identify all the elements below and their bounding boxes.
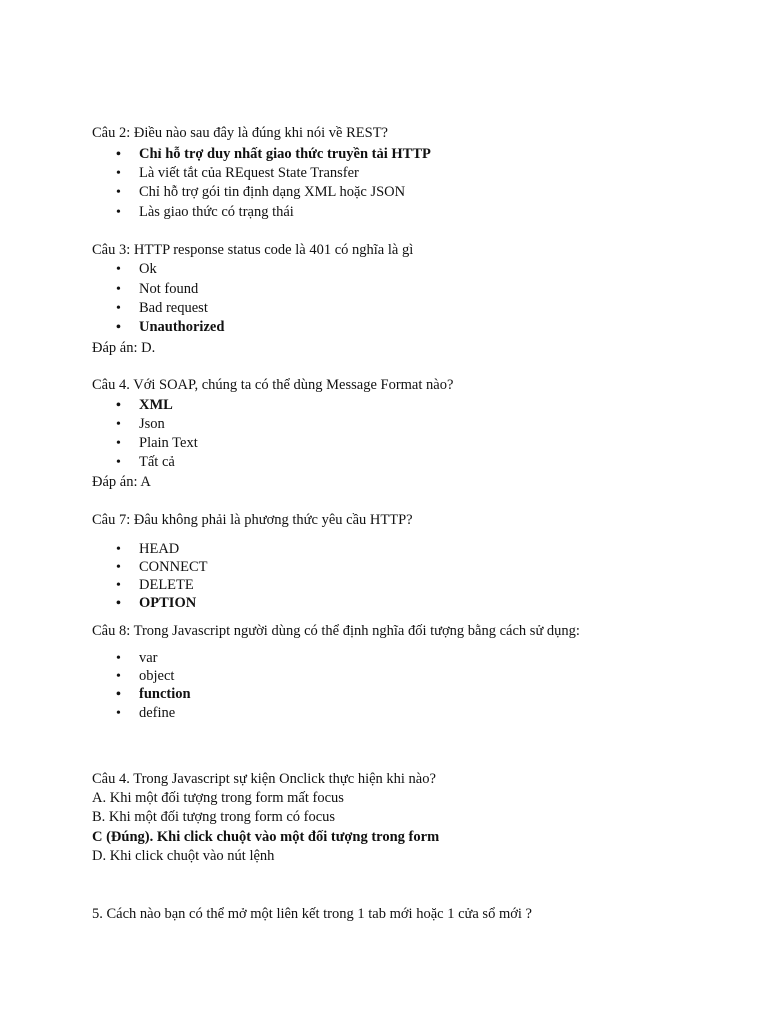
bullet-icon: • xyxy=(116,455,121,470)
question-7-option-1 xyxy=(116,540,179,559)
question-8-option-2 xyxy=(116,667,174,686)
bullet-icon: • xyxy=(116,417,121,432)
bullet-icon: • xyxy=(116,687,121,702)
question-2-option-1 xyxy=(116,145,431,164)
question-7-option-2 xyxy=(116,558,207,577)
bullet-icon: • xyxy=(116,320,121,335)
option-text: define xyxy=(139,705,176,721)
question-4-soap-option-2 xyxy=(116,415,165,434)
question-4-soap-option-4 xyxy=(116,453,175,472)
question-3-answer: Đáp án: D. xyxy=(92,340,156,356)
option-text: OPTION xyxy=(139,595,197,611)
bullet-icon: • xyxy=(116,262,121,277)
option-text: Plain Text xyxy=(139,435,198,451)
question-4-onclick-option-b: B. Khi một đối tượng trong form có focus xyxy=(92,809,336,825)
option-text: Not found xyxy=(139,281,199,297)
option-text: var xyxy=(139,650,158,666)
option-text: HEAD xyxy=(139,541,180,557)
option-text: Ok xyxy=(139,261,157,277)
question-4-onclick: Câu 4. Trong Javascript sự kiện Onclick thực hiện khi nào? xyxy=(92,771,436,787)
bullet-icon: • xyxy=(116,436,121,451)
question-3-option-1 xyxy=(116,260,157,279)
option-text: Json xyxy=(139,416,165,432)
question-8-option-4 xyxy=(116,704,175,723)
option-text: CONNECT xyxy=(139,559,208,575)
question-8: Câu 8: Trong Javascript người dùng có thể định nghĩa đối tượng bằng cách sử dụng: xyxy=(92,623,580,639)
question-7-option-4 xyxy=(116,594,196,613)
question-4-soap-option-1 xyxy=(116,396,173,415)
bullet-icon: • xyxy=(116,669,121,684)
bullet-icon: • xyxy=(116,651,121,666)
question-4-onclick-option-a: A. Khi một đối tượng trong form mất focus xyxy=(92,790,344,806)
option-text: function xyxy=(139,686,191,702)
option-text: Là viết tắt của REquest State Transfer xyxy=(139,165,359,181)
bullet-icon: • xyxy=(116,560,121,575)
option-text: Tất cả xyxy=(139,454,175,470)
question-3-option-2 xyxy=(116,280,198,299)
question-3: Câu 3: HTTP response status code là 401 có nghĩa là gì xyxy=(92,242,414,258)
question-8-option-3 xyxy=(116,685,191,704)
question-4-soap-answer: Đáp án: A xyxy=(92,474,151,490)
bullet-icon: • xyxy=(116,596,121,611)
option-text: DELETE xyxy=(139,577,194,593)
question-4-onclick-option-c: C (Đúng). Khi click chuột vào một đối tượng trong form xyxy=(92,829,440,845)
option-text: object xyxy=(139,668,175,684)
question-4-soap: Câu 4. Với SOAP, chúng ta có thể dùng Message Format nào? xyxy=(92,377,454,393)
option-text: XML xyxy=(139,397,173,413)
bullet-icon: • xyxy=(116,147,121,162)
question-7: Câu 7: Đâu không phải là phương thức yêu cầu HTTP? xyxy=(92,512,413,528)
bullet-icon: • xyxy=(116,205,121,220)
question-2-option-3 xyxy=(116,183,405,202)
question-2: Câu 2: Điều nào sau đây là đúng khi nói về REST? xyxy=(92,125,388,141)
bullet-icon: • xyxy=(116,578,121,593)
question-2-option-4 xyxy=(116,203,294,222)
question-8-option-1 xyxy=(116,649,158,668)
question-7-option-3 xyxy=(116,576,194,595)
bullet-icon: • xyxy=(116,185,121,200)
option-text: Chỉ hỗ trợ duy nhất giao thức truyền tải HTTP xyxy=(139,146,431,162)
option-text: Chỉ hỗ trợ gói tin định dạng XML hoặc JSON xyxy=(139,184,406,200)
question-3-option-4 xyxy=(116,318,224,337)
bullet-icon: • xyxy=(116,398,121,413)
bullet-icon: • xyxy=(116,301,121,316)
question-4-soap-option-3 xyxy=(116,434,198,453)
bullet-icon: • xyxy=(116,282,121,297)
bullet-icon: • xyxy=(116,166,121,181)
question-4-onclick-option-d: D. Khi click chuột vào nút lệnh xyxy=(92,848,275,864)
bullet-icon: • xyxy=(116,542,121,557)
option-text: Bad request xyxy=(139,300,208,316)
question-3-option-3 xyxy=(116,299,208,318)
question-2-option-2 xyxy=(116,164,359,183)
option-text: Unauthorized xyxy=(139,319,225,335)
question-5: 5. Cách nào bạn có thể mở một liên kết trong 1 tab mới hoặc 1 cửa sổ mới ? xyxy=(92,906,532,922)
bullet-icon: • xyxy=(116,706,121,721)
option-text: Làs giao thức có trạng thái xyxy=(139,204,294,220)
